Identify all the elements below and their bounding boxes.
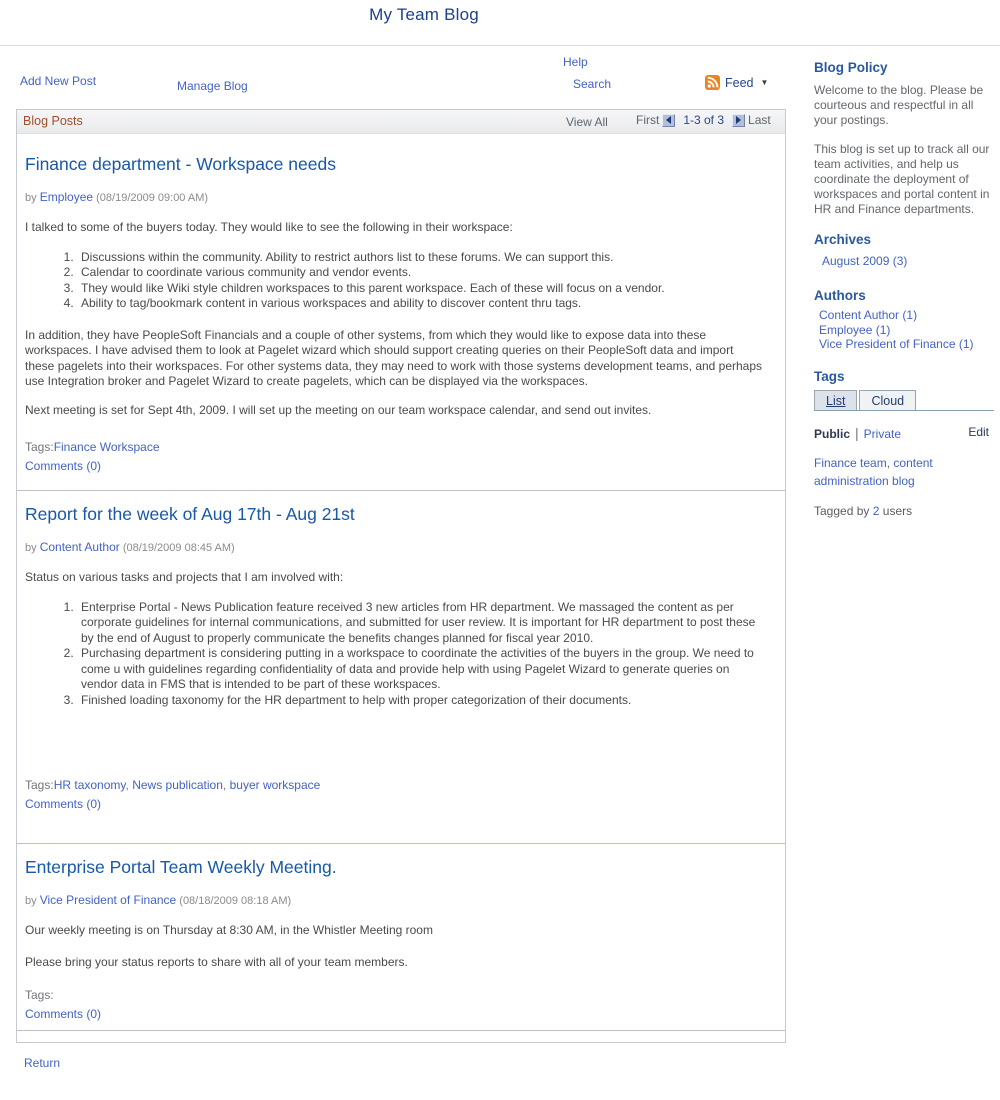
next-page-button[interactable] (732, 114, 745, 127)
blog-policy-text: Welcome to the blog. Please be courteous and respectful in all your postings. (814, 83, 984, 127)
public-toggle[interactable]: Public (814, 426, 851, 441)
author-item (819, 308, 994, 323)
post-tag-link[interactable]: News publication (132, 778, 223, 792)
rss-feed-icon (705, 75, 720, 90)
sidebar (814, 60, 994, 518)
archive-link[interactable]: August 2009 (822, 254, 890, 268)
help-link[interactable]: Help (563, 55, 588, 69)
blog-posts-header-bar (17, 110, 785, 134)
pagination (636, 113, 771, 127)
tags-label: Tags: (25, 988, 54, 1002)
post-paragraph: Our weekly meeting is on Thursday at 8:30 AM, in the Whistler Meeting room (25, 923, 433, 937)
tags-label: Tags: (25, 778, 54, 792)
post-tag-link[interactable]: buyer workspace (229, 778, 321, 792)
page-title: My Team Blog (369, 5, 479, 24)
archives-heading: Archives (814, 232, 872, 247)
tab-list[interactable]: List (814, 390, 857, 410)
comments-link[interactable]: Comments (0) (25, 459, 102, 473)
post-timestamp: (08/19/2009 08:45 AM) (122, 542, 235, 554)
blog-post (17, 844, 785, 1031)
post-tag-link[interactable]: HR taxonomy (53, 778, 126, 792)
tagged-by-suffix: users (882, 503, 913, 518)
visibility-separator: | (855, 424, 859, 441)
post-byline (25, 540, 765, 554)
tagged-by-row (814, 504, 994, 518)
post-comments-row (25, 459, 765, 473)
post-tag-link[interactable]: Finance Workspace (53, 440, 160, 454)
embedded-content-placeholder (25, 708, 765, 778)
post-list (25, 600, 765, 709)
post-list-item: 1. Discussions within the community. Ability to restrict authors list to these forums. We can support this. (77, 250, 765, 266)
comments-link[interactable]: Comments (0) (25, 797, 102, 811)
post-timestamp: (08/19/2009 09:00 AM) (96, 192, 209, 204)
panel-title: Blog Posts (23, 114, 83, 128)
post-list-item: 2. Calendar to coordinate various community and vendor events. (77, 265, 765, 281)
manage-blog-link[interactable]: Manage Blog (177, 79, 248, 93)
blog-posts-panel (16, 109, 786, 1043)
archive-count: (3) (892, 254, 908, 268)
by-label: by (25, 542, 37, 554)
post-list-item: 3. They would like Wiki style children workspaces to this parent workspace. Each of these will focus on a vendor. (77, 281, 765, 297)
post-paragraph: In addition, they have PeopleSoft Financials and a couple of other systems, from which they would like to expose data into these workspaces. I have advised them to look at Pagelet wizard which should support creating queries on their PeopleSoft data and import these pagelets into their workspaces. For other systems data, they may need to work with those systems development teams, and perhaps use Integration broker and Pagelet Wizard to create pagelets, which can be displayed via the workspaces. (25, 327, 763, 388)
author-list (814, 308, 994, 352)
post-list-item: 4. Ability to tag/bookmark content in various workspaces and ability to discover content thru tags. (77, 296, 765, 312)
feed-dropdown-caret-icon[interactable]: ▼ (760, 78, 769, 87)
private-toggle[interactable]: Private (863, 426, 902, 441)
author-count: (1) (875, 322, 891, 337)
return-link[interactable]: Return (24, 1056, 61, 1070)
page-header (0, 0, 848, 25)
comments-link[interactable]: Comments (0) (25, 1007, 102, 1021)
post-author-link[interactable]: Employee (39, 190, 94, 204)
tag-visibility-row (814, 425, 994, 441)
post-tags-row (25, 778, 765, 792)
post-list-item: 3. Finished loading taxonomy for the HR department to help with proper categorization of their documents. (77, 693, 765, 709)
sidebar-tag-link[interactable]: content administration blog (814, 455, 933, 488)
previous-arrow-icon (666, 116, 671, 124)
author-item (819, 337, 994, 352)
post-author-link[interactable]: Content Author (39, 540, 120, 554)
tags-label: Tags: (25, 440, 54, 454)
post-paragraph: I talked to some of the buyers today. They would like to see the following in their workspace: (25, 220, 513, 234)
post-timestamp: (08/18/2009 08:18 AM) (179, 895, 292, 907)
tagged-by-prefix: Tagged by (814, 503, 870, 518)
author-count: (1) (902, 308, 918, 322)
post-comments-row (25, 797, 765, 811)
tag-separator: , (886, 455, 891, 470)
post-title[interactable]: Finance department - Workspace needs (25, 154, 336, 174)
tag-separator: , (222, 778, 227, 792)
post-byline (25, 190, 765, 204)
by-label: by (25, 895, 37, 907)
post-paragraph: Status on various tasks and projects that I am involved with: (25, 570, 344, 584)
post-paragraph: Next meeting is set for Sept 4th, 2009. I will set up the meeting on our team workspace calendar, and send out invites. (25, 402, 652, 417)
author-count: (1) (958, 337, 974, 351)
author-link[interactable]: Employee (819, 322, 873, 337)
edit-tags-link[interactable]: Edit (968, 424, 989, 439)
search-link[interactable]: Search (573, 77, 612, 91)
post-comments-row (25, 1007, 765, 1021)
post-title[interactable]: Report for the week of Aug 17th - Aug 21st (25, 504, 355, 524)
tagged-by-count-link[interactable]: 2 (872, 503, 880, 518)
blog-policy-heading: Blog Policy (814, 60, 888, 75)
post-byline (25, 893, 765, 907)
post-author-link[interactable]: Vice President of Finance (39, 893, 177, 907)
post-tags-row (25, 988, 765, 1002)
post-list-item: 2. Purchasing department is considering putting in a workspace to coordinate the activities of the buyers in the group. We need to come u with guidelines regarding confidentiality of data and provide help with using Pagelet Wizard to generate queries on vendor data in FMS that is intended to be part of these workspaces. (77, 646, 765, 693)
first-page-link[interactable]: First (636, 113, 660, 127)
post-list (25, 250, 765, 312)
author-link[interactable]: Content Author (819, 308, 900, 322)
author-item (819, 323, 994, 338)
author-link[interactable]: Vice President of Finance (819, 337, 956, 351)
tags-tab-bar (814, 390, 994, 411)
view-all-link[interactable]: View All (566, 115, 608, 129)
post-title[interactable]: Enterprise Portal Team Weekly Meeting. (25, 857, 337, 877)
next-arrow-icon (736, 116, 741, 124)
archive-item (814, 254, 994, 268)
tags-heading: Tags (814, 368, 845, 384)
tag-separator: , (125, 778, 129, 792)
feed-label: Feed (725, 75, 754, 90)
feed-control[interactable] (705, 75, 768, 90)
page-range-label: 1-3 of 3 (683, 113, 725, 127)
tab-cloud[interactable]: Cloud (859, 390, 916, 410)
tag-list (814, 454, 994, 490)
authors-heading: Authors (814, 288, 866, 303)
post-tags-row (25, 440, 765, 454)
sidebar-tag-link[interactable]: Finance team (814, 455, 887, 470)
post-paragraph: Please bring your status reports to share with all of your team members. (25, 954, 408, 969)
by-label: by (25, 192, 37, 204)
post-list-item: 1. Enterprise Portal - News Publication feature received 3 new articles from HR department. We massaged the content as per corporate guidelines for internal communications, and submitted for user review. It is important for HR department to post these by the end of August to properly communicate the benefits changes planned for fiscal year 2010. (77, 600, 765, 647)
last-page-link[interactable]: Last (748, 113, 771, 127)
blog-post (17, 491, 785, 844)
add-new-post-link[interactable]: Add New Post (20, 74, 97, 88)
previous-page-button[interactable] (662, 114, 675, 127)
blog-policy-text: This blog is set up to track all our team activities, and help us coordinate the deployment of workspaces and portal content in HR and Finance departments. (814, 142, 990, 216)
header-divider (0, 45, 1000, 46)
blog-post (17, 134, 785, 491)
